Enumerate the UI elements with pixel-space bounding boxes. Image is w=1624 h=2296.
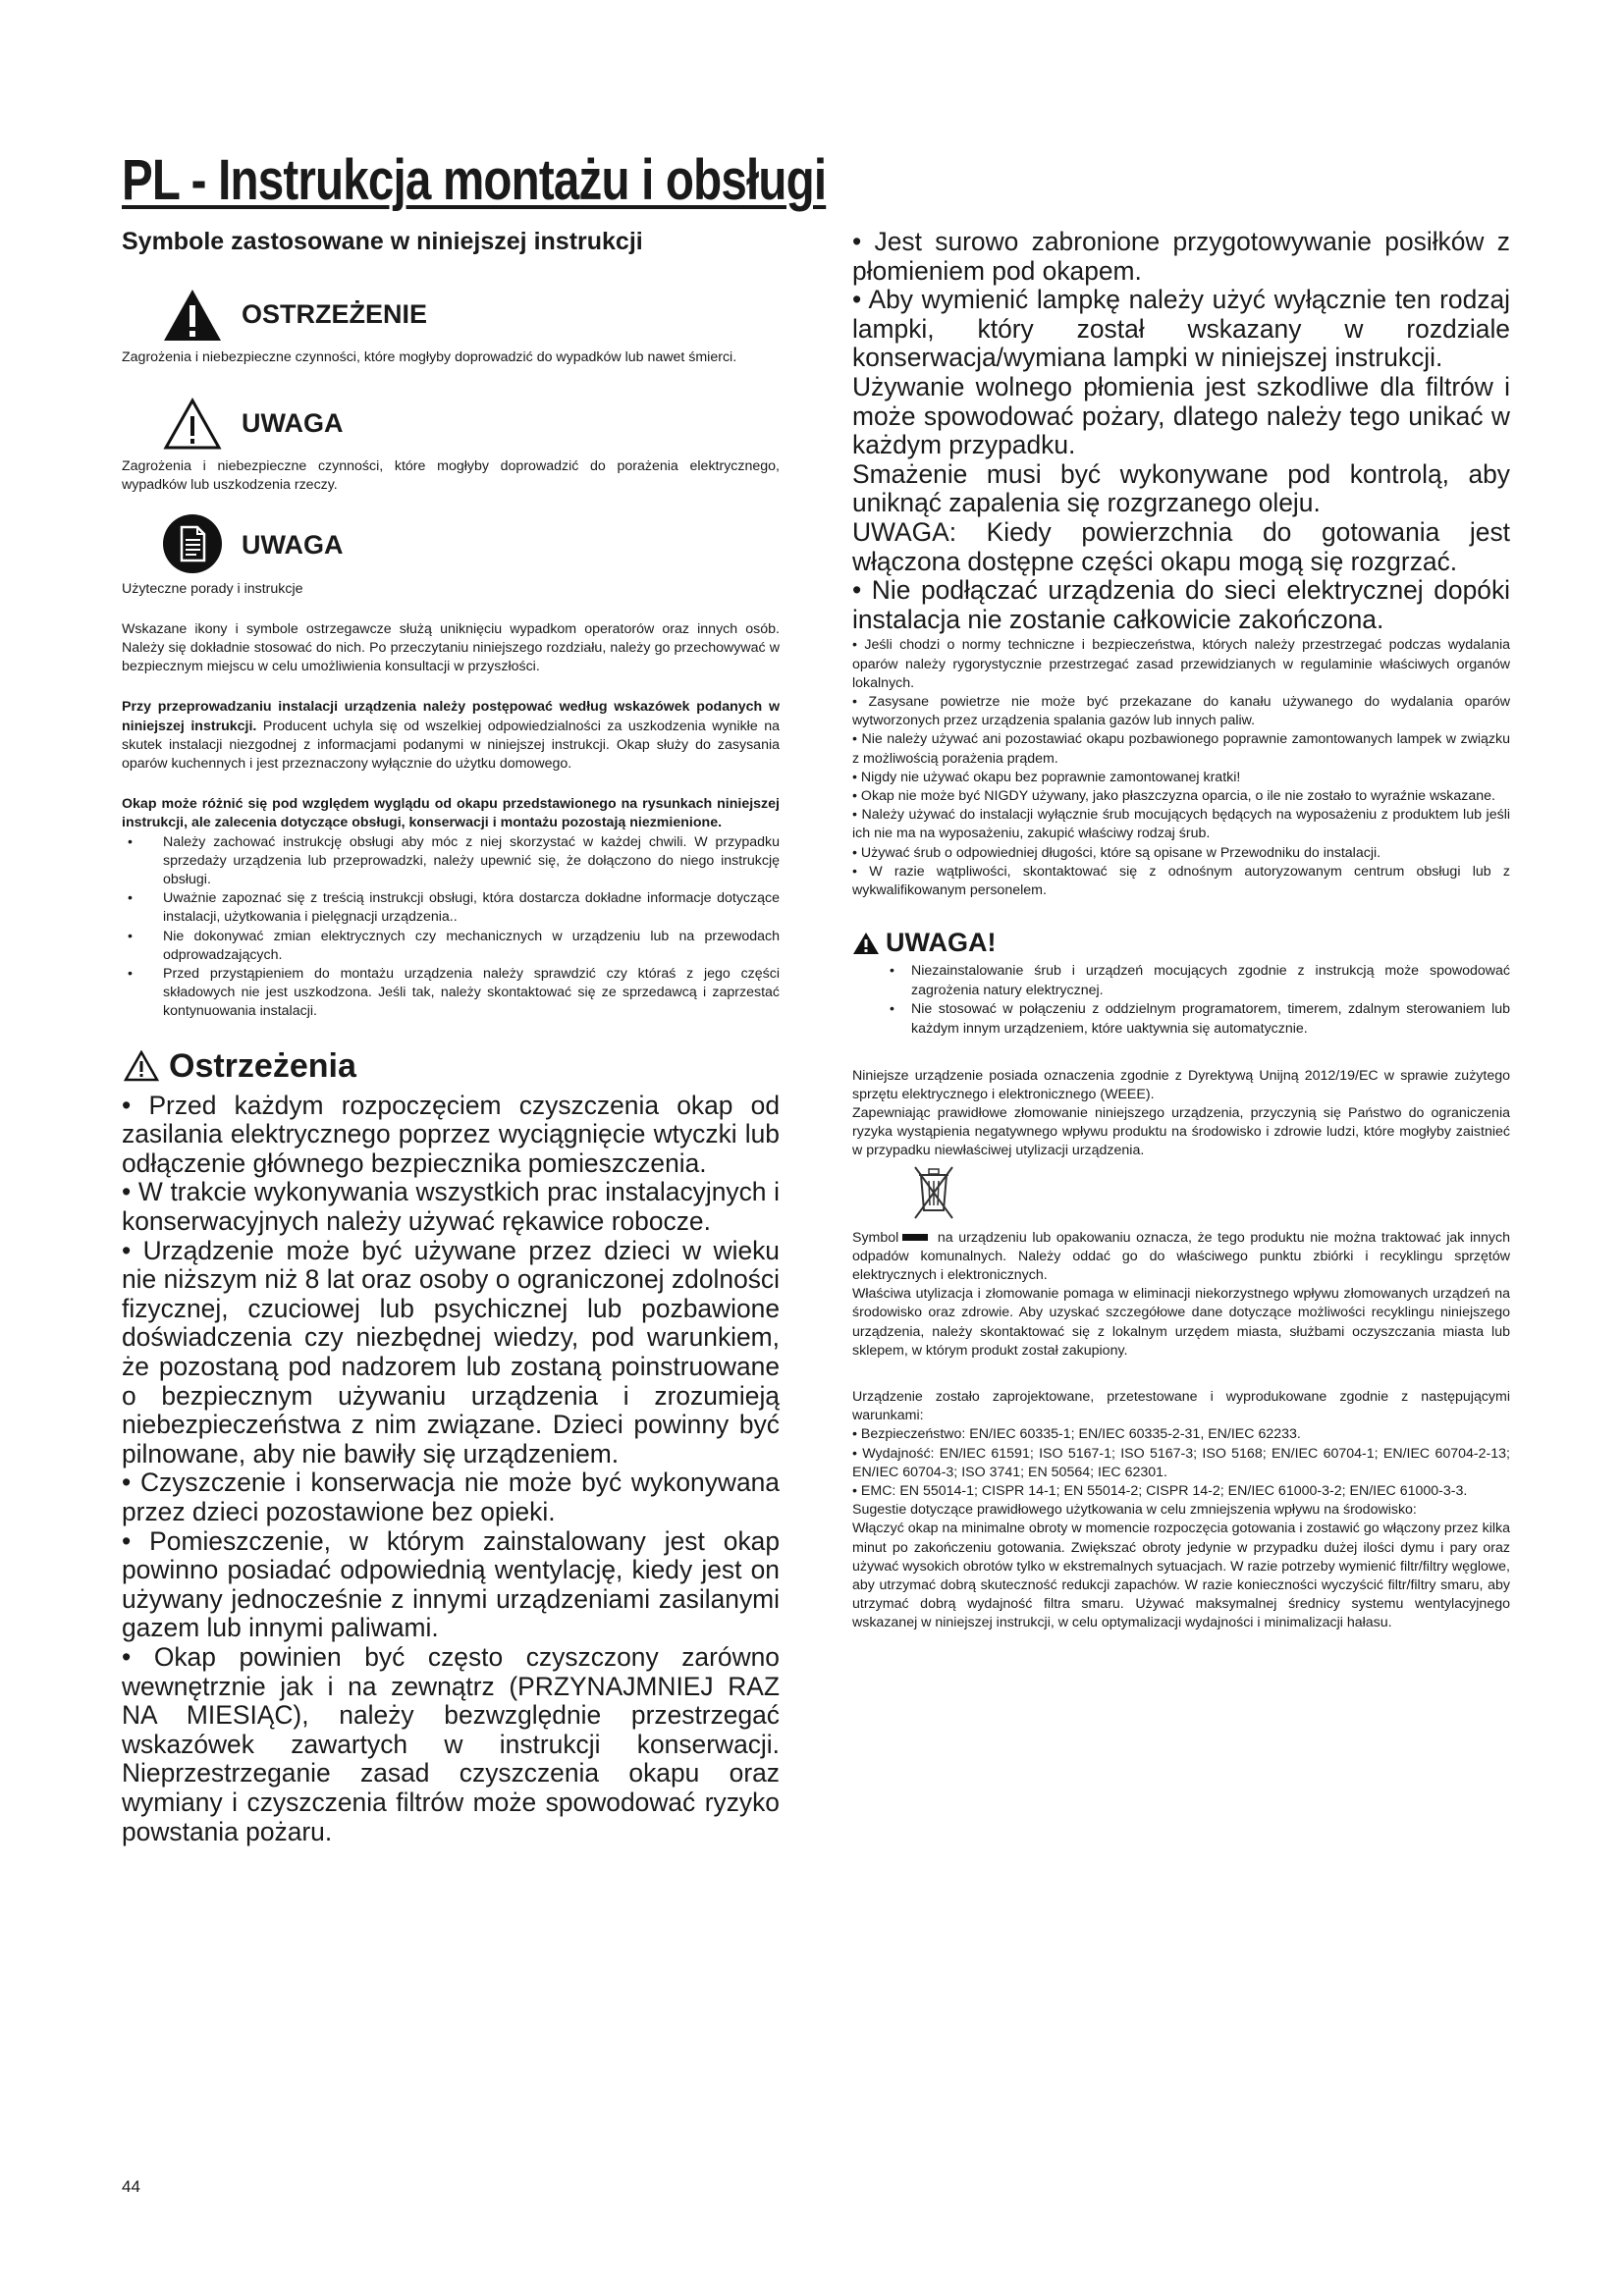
black-bar-icon	[902, 1234, 928, 1241]
safety-small-text: • Jeśli chodzi o normy techniczne i bezpieczeństwa, których należy przestrzegać podczas wydalania oparów należy rygorystycznie przestrzegać zasad przewidzianych w regulaminie właściwych organów lokalnych. • Zasysane powietrze nie może być przekazane do kanału używanego do wydalania oparów wytworzonych przez urządzenia spalania gazów lub innych paliw. • Nie należy używać ani pozostawiać okapu pozbawionego poprawnie zamontowanych lampek w związku z możliwością porażenia prądem. • Nigdy nie używać okapu bez poprawnie zamontowanej kratki! • Okap nie może być NIGDY używany, jako płaszczyzna oparcia, o ile nie zostało to wyraźnie wskazane. • Należy używać do instalacji wyłącznie śrub mocujących będących na wyposażeniu z produktem lub jeśli ich nie ma na wyposażeniu, zakupić właściwy rodzaj śrub. • Używać śrub o odpowiedniej długości, które są opisane w Przewodniku do instalacji. • W razie wątpliwości, skontaktować się z odnośnym autoryzowanym centrum obsługi lub z wykwalifikowanym personelem.	[852, 637, 1510, 898]
symbols-subtitle: Symbole zastosowane w niniejszej instrukcji	[122, 228, 643, 255]
list-item: • Nie dokonywać zmian elektrycznych czy mechanicznych w urządzeniu lub na przewodach odprowadzających.	[122, 928, 780, 965]
warnings-heading	[124, 1047, 780, 1086]
installation-paragraph	[122, 698, 780, 774]
weee-symbol-text: na urządzeniu lub opakowaniu oznacza, że tego produktu nie można traktować jak innych odpadów komunalnych. Należy oddać go do właściwego punktu zbiórki i recyklingu sprzętów elektrycznych i elektronicznych. Właściwa utylizacja i złomowanie pomaga w eliminacji niekorzystnego wpływu złomowanych urządzeń na środowisko oraz zdrowie. Aby uzyskać szczegółowe dane dotyczące możliwości recyklingu niniejszego urządzenia, należy skontaktować się z lokalnym urzędem miasta, służbami oczyszczania miasta lub sklepem, w którym produkt został zakupiony.	[852, 1229, 1510, 1359]
symbol-info-heading	[122, 517, 780, 574]
warning-paragraph: • Pomieszczenie, w którym zainstalowany jest okap powinno posiadać odpowiednią wentylację, kiedy jest on używany jednocześnie z innymi urządzeniami zasilanymi gazem lub innymi paliwami.	[122, 1525, 780, 1643]
installation-rest: Producent uchyla się od wszelkiej odpowiedzialności za uszkodzenia wynikłe na skutek instalacji niezgodnej z informacjami podanymi w niniejszej instrukcji. Okap służy do zasysania oparów kuchennych i jest przeznaczony wyłącznie do użytku domowego.	[122, 718, 781, 773]
warning-paragraph: • Czyszczenie i konserwacja nie może być wykonywana przez dzieci pozostawione bez opieki.	[122, 1468, 780, 1526]
symbol-label: OSTRZEŻENIE	[242, 298, 428, 329]
list-item: • Przed przystąpieniem do montażu urządzenia należy sprawdzić czy któraś z jego części składowych nie jest uszkodzona. Jeśli tak, należy skontaktować się ze sprzedawcą i zaprzestać kontynuowania instalacji.	[122, 965, 780, 1022]
warning-paragraph: • Okap powinien być często czyszczony zarówno wewnętrznie jak i na zewnątrz (PRZYNAJMNIEJ RAZ NA MIESIĄC), należy bezwzględnie przestrzegać wskazówek zawartych w instrukcji konserwacji. Nieprzestrzeganie zasad czyszczenia okapu oraz wymiany i czyszczenia filtrów może spowodować ryzyko powstania pożaru.	[122, 1641, 780, 1846]
warning-paragraph: • W trakcie wykonywania wszystkich prac instalacyjnych i konserwacyjnych należy używać rękawice robocze.	[122, 1177, 780, 1237]
symbol-label: UWAGA	[242, 407, 344, 438]
page-number: 44	[122, 2177, 140, 2196]
left-column	[122, 228, 780, 1846]
symbol-warning-heading	[122, 286, 780, 343]
warning-paragraph: • Przed każdym rozpoczęciem czyszczenia okap od zasilania elektrycznego poprzez wyciągnięcie wtyczki lub odłączenie głównego bezpiecznika pomieszczenia.	[122, 1090, 780, 1178]
weee-paragraph: Niniejsze urządzenie posiada oznaczenia zgodnie z Dyrektywą Unijną 2012/19/EC w sprawie zużytego sprzętu elektrycznego i elektronicznego (WEEE). Zapewniając prawidłowe złomowanie niniejszego urządzenia, przyczynią się Państwo do ograniczenia ryzyka wystąpienia negatywnego wpływu produktu na środowisko i zdrowie ludzi, które mogłyby zaistnieć w przypadku niewłaściwej utylizacji urządzenia.	[852, 1067, 1510, 1159]
list-item: • Należy zachować instrukcję obsługi aby móc z niej skorzystać w każdej chwili. W przypadku sprzedaży urządzenia lub przeprowadzki, należy upewnić się, że dołączono do niego instrukcję obsługi.	[122, 833, 780, 890]
crossed-bin-icon	[909, 1161, 958, 1224]
uwaga-heading	[852, 928, 1510, 958]
symbol-word: Symbol	[852, 1229, 899, 1246]
warnings-heading-text: Ostrzeżenia	[169, 1046, 356, 1085]
symbol-caution-heading	[122, 395, 780, 452]
uwaga-heading-text: UWAGA!	[886, 928, 997, 958]
icons-paragraph: Wskazane ikony i symbole ostrzegawcze służą uniknięciu wypadkom operatorów oraz innych osób. Należy się dokładnie stosować do nich. Po przeczytaniu niniejszego rozdziału, należy go przechowywać w bezpiecznym miejscu w celu umożliwienia konsultacji w przyszłości.	[122, 620, 780, 675]
appearance-paragraph: Okap może różnić się pod względem wyglądu od okapu przedstawionego na rysunkach niniejszej instrukcji, ale zalecenia dotyczące obsługi, konserwacji i montażu pozostają niezmienione.	[122, 796, 780, 831]
weee-symbol-paragraph	[852, 1229, 1510, 1361]
warning-filled-icon	[157, 286, 228, 343]
list-item: • Niezainstalowanie śrub i urządzeń mocujących zgodnie z instrukcją może spowodować zagrożenia natury elektrycznej.	[852, 962, 1510, 1000]
list-item: • Nie stosować w połączeniu z oddzielnym programatorem, timerem, zdalnym sterowaniem lub każdym innym urządzeniem, które uaktywnia się automatycznie.	[852, 1000, 1510, 1039]
general-bullet-list	[122, 833, 780, 1022]
page-title: PL - Instrukcja montażu i obsługi	[122, 148, 827, 212]
warning-outline-icon	[124, 1050, 159, 1082]
warning-outline-icon	[157, 395, 228, 452]
right-column	[852, 228, 1510, 1633]
uwaga-bullet-list	[852, 962, 1510, 1039]
safety-large-text: • Jest surowo zabronione przygotowywanie posiłków z płomieniem pod okapem. • Aby wymienić lampkę należy użyć wyłącznie ten rodzaj lampki, który został wskazany w rozdziale konserwacja/wymiana lampki w niniejszej instrukcji. Używanie wolnego płomienia jest szkodliwe dla filtrów i może spowodować pożary, dlatego należy tego unikać w każdym przypadku. Smażenie musi być wykonywane pod kontrolą, aby uniknąć zapalenia się rozgrzanego oleju. UWAGA: Kiedy powierzchnia do gotowania jest włączona dostępne części okapu mogą się rozgrzać. • Nie podłączać urządzenia do sieci elektrycznej dopóki instalacja nie zostanie całkowicie zakończona.	[852, 227, 1510, 634]
symbol-description: Zagrożenia i niebezpieczne czynności, które mogłyby doprowadzić do wypadków lub nawet śmierci.	[122, 349, 737, 365]
list-item: • Uważnie zapoznać się z treścią instrukcji obsługi, która dostarcza dokładne informacje dotyczące instalacji, użytkowania i pielęgnacji urządzenia..	[122, 889, 780, 927]
standards-paragraph: Urządzenie zostało zaprojektowane, przetestowane i wyprodukowane zgodnie z następującymi warunkami: • Bezpieczeństwo: EN/IEC 60335-1; EN/IEC 60335-2-31, EN/IEC 62233. • Wydajność: EN/IEC 61591; ISO 5167-1; ISO 5167-3; ISO 5168; EN/IEC 60704-1; EN/IEC 60704-2-13; EN/IEC 60704-3; ISO 3741; EN 50564; IEC 62301. • EMC: EN 55014-1; CISPR 14-1; EN 55014-2; CISPR 14-2; EN/IEC 61000-3-2; EN/IEC 61000-3-3. Sugestie dotyczące prawidłowego użytkowania w celu zmniejszenia wpływu na środowisko: Włączyć okap na minimalne obroty w momencie rozpoczęcia gotowania i zostawić go włączony przez kilka minut po zakończeniu gotowania. Zwiększać obroty jedynie w przypadku dużej ilości dymu i pary oraz używać wysokich obrotów tylko w ekstremalnych sytuacjach. W razie potrzeby wymienić filtr/filtry węglowe, aby utrzymać dobrą skuteczność redukcji zapachów. W razie konieczności wyczyścić filtr/filtry smaru, aby utrzymać dobrą wydajność filtra smaru. Używać maksymalnej średnicy systemu wentylacyjnego wskazanej w niniejszej instrukcji, w celu optymalizacji wydajności i minimalizacji hałasu.	[852, 1388, 1510, 1631]
warning-filled-icon	[852, 932, 880, 955]
symbol-label: UWAGA	[242, 530, 344, 561]
warning-paragraph: • Urządzenie może być używane przez dzieci w wieku nie niższym niż 8 lat oraz osoby o ograniczonej zdolności fizycznej, czuciowej lub psychicznej lub pozbawione doświadczenia czy niezbędnej wiedzy, pod warunkiem, że pozostaną pod nadzorem lub zostaną poinstruowane o bezpiecznym używaniu urządzenia i zrozumieją niebezpieczeństwa z nim związane. Dzieci powinny być pilnowane, aby nie bawiły się urządzeniem.	[122, 1235, 780, 1468]
document-icon	[157, 517, 228, 574]
symbol-description: Zagrożenia i niebezpieczne czynności, które mogłyby doprowadzić do porażenia elektrycznego, wypadków lub uszkodzenia rzeczy.	[122, 458, 780, 494]
installation-bold: Przy przeprowadzaniu instalacji urządzenia należy postępować według wskazówek podanych w niniejszej instrukcji.	[122, 699, 780, 734]
symbol-description: Użyteczne porady i instrukcje	[122, 580, 303, 597]
